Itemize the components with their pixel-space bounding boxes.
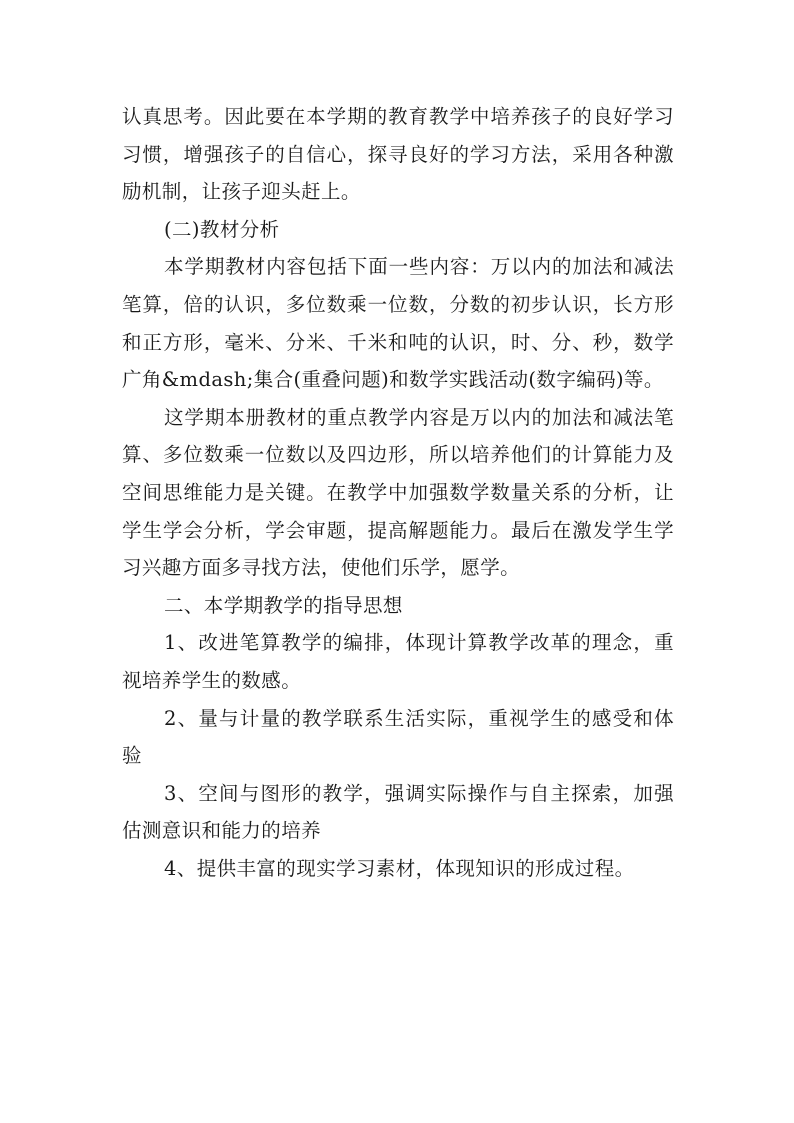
paragraph-textbook-content: 本学期教材内容包括下面一些内容：万以内的加法和减法笔算，倍的认识，多位数乘一位数，分数的初步认识，长方形和正方形，毫米、分米、千米和吨的认识，时、分、秒，数学广角&mdash;集合(重叠问题)和数学实践活动(数字编码)等。 xyxy=(122,255,674,392)
list-item-4: 4、提供丰富的现实学习素材，体现知识的形成过程。 xyxy=(164,856,635,880)
paragraph-continuation: 认真思考。因此要在本学期的教育教学中培养孩子的良好学习习惯，增强孩子的自信心，探寻良好的学习方法，采用各种激励机制，让孩子迎头赶上。 xyxy=(122,105,674,204)
list-item-3: 3、空间与图形的教学，强调实际操作与自主探索，加强估测意识和能力的培养 xyxy=(122,781,674,843)
heading-textbook-analysis: (二)教材分析 xyxy=(164,217,280,241)
document-body xyxy=(122,98,674,887)
list-item-1: 1、改进笔算教学的编排，体现计算教学改革的理念，重视培养学生的数感。 xyxy=(122,631,674,692)
list-item-2: 2、量与计量的教学联系生活实际，重视学生的感受和体验 xyxy=(122,706,674,768)
paragraph-key-content: 这学期本册教材的重点教学内容是万以内的加法和减法笔算、多位数乘一位数以及四边形，所以培养他们的计算能力及空间思维能力是关键。在教学中加强数学数量关系的分析，让学生学会分析，学会审题，提高解题能力。最后在激发学生学习兴趣方面多寻找方法，使他们乐学，愿学。 xyxy=(122,405,674,580)
heading-guiding-ideology: 二、本学期教学的指导思想 xyxy=(164,593,403,617)
